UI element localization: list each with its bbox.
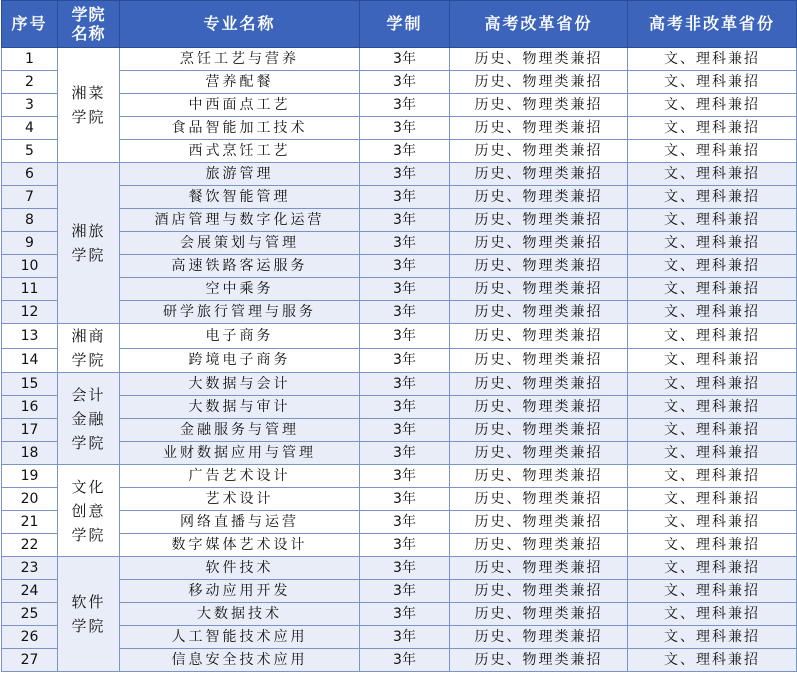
table-row (2, 117, 797, 140)
row-number: 24 (2, 580, 58, 603)
row-number: 15 (2, 373, 58, 396)
row-number: 7 (2, 186, 58, 209)
major-name: 艺术设计 (120, 488, 360, 511)
college-name (58, 465, 120, 557)
major-name: 电子商务 (120, 324, 360, 349)
college-name-text: 湘菜学院 (71, 84, 106, 126)
study-years: 3年 (360, 626, 450, 649)
study-years: 3年 (360, 649, 450, 672)
college-name (58, 48, 120, 163)
table-row (2, 186, 797, 209)
reform-province-policy: 历史、物理类兼招 (450, 348, 628, 373)
major-name: 信息安全技术应用 (120, 649, 360, 672)
nonreform-province-policy: 文、理科兼招 (628, 580, 797, 603)
nonreform-province-policy: 文、理科兼招 (628, 140, 797, 163)
reform-province-policy: 历史、物理类兼招 (450, 117, 628, 140)
table-row (2, 232, 797, 255)
major-name: 移动应用开发 (120, 580, 360, 603)
row-number: 2 (2, 71, 58, 94)
row-number: 4 (2, 117, 58, 140)
nonreform-province-policy: 文、理科兼招 (628, 48, 797, 71)
row-number: 21 (2, 511, 58, 534)
study-years: 3年 (360, 442, 450, 465)
study-years: 3年 (360, 140, 450, 163)
major-name: 营养配餐 (120, 71, 360, 94)
study-years: 3年 (360, 48, 450, 71)
study-years: 3年 (360, 117, 450, 140)
college-name-text: 软件学院 (71, 593, 106, 635)
row-number: 27 (2, 649, 58, 672)
reform-province-policy: 历史、物理类兼招 (450, 396, 628, 419)
table-row (2, 396, 797, 419)
row-number: 16 (2, 396, 58, 419)
row-number: 26 (2, 626, 58, 649)
nonreform-province-policy: 文、理科兼招 (628, 649, 797, 672)
nonreform-province-policy: 文、理科兼招 (628, 324, 797, 349)
row-number: 20 (2, 488, 58, 511)
reform-province-policy: 历史、物理类兼招 (450, 163, 628, 186)
header-row (2, 1, 797, 48)
major-name: 业财数据应用与管理 (120, 442, 360, 465)
college-name-text: 会计金融学院 (71, 385, 106, 452)
header-college (58, 1, 120, 48)
row-number: 25 (2, 603, 58, 626)
row-number: 12 (2, 301, 58, 324)
nonreform-province-policy: 文、理科兼招 (628, 94, 797, 117)
study-years: 3年 (360, 580, 450, 603)
nonreform-province-policy: 文、理科兼招 (628, 534, 797, 557)
row-number: 1 (2, 48, 58, 71)
major-name: 空中乘务 (120, 278, 360, 301)
table-row (2, 255, 797, 278)
reform-province-policy: 历史、物理类兼招 (450, 232, 628, 255)
major-name: 大数据与会计 (120, 373, 360, 396)
major-name: 金融服务与管理 (120, 419, 360, 442)
table-row (2, 442, 797, 465)
study-years: 3年 (360, 71, 450, 94)
header-years: 学制 (360, 1, 450, 48)
reform-province-policy: 历史、物理类兼招 (450, 534, 628, 557)
study-years: 3年 (360, 465, 450, 488)
nonreform-province-policy: 文、理科兼招 (628, 419, 797, 442)
nonreform-province-policy: 文、理科兼招 (628, 511, 797, 534)
reform-province-policy: 历史、物理类兼招 (450, 71, 628, 94)
reform-province-policy: 历史、物理类兼招 (450, 419, 628, 442)
reform-province-policy: 历史、物理类兼招 (450, 603, 628, 626)
reform-province-policy: 历史、物理类兼招 (450, 580, 628, 603)
table-row (2, 557, 797, 580)
major-name: 高速铁路客运服务 (120, 255, 360, 278)
nonreform-province-policy: 文、理科兼招 (628, 301, 797, 324)
nonreform-province-policy: 文、理科兼招 (628, 186, 797, 209)
table-row (2, 419, 797, 442)
study-years: 3年 (360, 94, 450, 117)
college-name (58, 557, 120, 672)
header-seq: 序号 (2, 1, 58, 48)
reform-province-policy: 历史、物理类兼招 (450, 373, 628, 396)
row-number: 11 (2, 278, 58, 301)
major-name: 软件技术 (120, 557, 360, 580)
row-number: 14 (2, 348, 58, 373)
major-name: 旅游管理 (120, 163, 360, 186)
college-name-text: 文化创意学院 (71, 477, 106, 544)
table-row (2, 140, 797, 163)
nonreform-province-policy: 文、理科兼招 (628, 278, 797, 301)
reform-province-policy: 历史、物理类兼招 (450, 301, 628, 324)
table-row (2, 465, 797, 488)
header-reform: 高考改革省份 (450, 1, 628, 48)
major-name: 中西面点工艺 (120, 94, 360, 117)
college-name-text: 湘旅学院 (71, 222, 106, 264)
reform-province-policy: 历史、物理类兼招 (450, 255, 628, 278)
reform-province-policy: 历史、物理类兼招 (450, 442, 628, 465)
table-row (2, 209, 797, 232)
header-college-text: 学院名称 (71, 4, 106, 43)
major-name: 食品智能加工技术 (120, 117, 360, 140)
major-name: 数字媒体艺术设计 (120, 534, 360, 557)
major-name: 餐饮智能管理 (120, 186, 360, 209)
reform-province-policy: 历史、物理类兼招 (450, 186, 628, 209)
row-number: 5 (2, 140, 58, 163)
study-years: 3年 (360, 163, 450, 186)
nonreform-province-policy: 文、理科兼招 (628, 603, 797, 626)
study-years: 3年 (360, 232, 450, 255)
reform-province-policy: 历史、物理类兼招 (450, 557, 628, 580)
row-number: 18 (2, 442, 58, 465)
major-name: 广告艺术设计 (120, 465, 360, 488)
major-name: 跨境电子商务 (120, 348, 360, 373)
college-name (58, 163, 120, 324)
major-name: 大数据与审计 (120, 396, 360, 419)
row-number: 23 (2, 557, 58, 580)
table-row (2, 278, 797, 301)
table-row (2, 163, 797, 186)
study-years: 3年 (360, 603, 450, 626)
reform-province-policy: 历史、物理类兼招 (450, 324, 628, 349)
majors-table (1, 0, 797, 672)
table-row (2, 603, 797, 626)
study-years: 3年 (360, 186, 450, 209)
college-name-text: 湘商学院 (71, 327, 106, 369)
reform-province-policy: 历史、物理类兼招 (450, 140, 628, 163)
study-years: 3年 (360, 324, 450, 349)
row-number: 8 (2, 209, 58, 232)
table-row (2, 626, 797, 649)
reform-province-policy: 历史、物理类兼招 (450, 48, 628, 71)
reform-province-policy: 历史、物理类兼招 (450, 511, 628, 534)
nonreform-province-policy: 文、理科兼招 (628, 71, 797, 94)
row-number: 17 (2, 419, 58, 442)
major-name: 研学旅行管理与服务 (120, 301, 360, 324)
header-nonreform: 高考非改革省份 (628, 1, 797, 48)
table-row (2, 94, 797, 117)
table-row (2, 301, 797, 324)
study-years: 3年 (360, 534, 450, 557)
nonreform-province-policy: 文、理科兼招 (628, 163, 797, 186)
nonreform-province-policy: 文、理科兼招 (628, 465, 797, 488)
college-name (58, 373, 120, 465)
table-row (2, 324, 797, 349)
nonreform-province-policy: 文、理科兼招 (628, 488, 797, 511)
reform-province-policy: 历史、物理类兼招 (450, 278, 628, 301)
major-name: 网络直播与运营 (120, 511, 360, 534)
study-years: 3年 (360, 373, 450, 396)
row-number: 19 (2, 465, 58, 488)
nonreform-province-policy: 文、理科兼招 (628, 557, 797, 580)
nonreform-province-policy: 文、理科兼招 (628, 626, 797, 649)
major-name: 酒店管理与数字化运营 (120, 209, 360, 232)
study-years: 3年 (360, 255, 450, 278)
row-number: 10 (2, 255, 58, 278)
college-name (58, 324, 120, 373)
table-row (2, 649, 797, 672)
header-major: 专业名称 (120, 1, 360, 48)
row-number: 3 (2, 94, 58, 117)
table-row (2, 348, 797, 373)
major-name: 人工智能技术应用 (120, 626, 360, 649)
study-years: 3年 (360, 396, 450, 419)
major-name: 大数据技术 (120, 603, 360, 626)
nonreform-province-policy: 文、理科兼招 (628, 255, 797, 278)
table-row (2, 373, 797, 396)
reform-province-policy: 历史、物理类兼招 (450, 209, 628, 232)
reform-province-policy: 历史、物理类兼招 (450, 626, 628, 649)
major-name: 会展策划与管理 (120, 232, 360, 255)
row-number: 22 (2, 534, 58, 557)
study-years: 3年 (360, 301, 450, 324)
table-row (2, 71, 797, 94)
table-row (2, 580, 797, 603)
nonreform-province-policy: 文、理科兼招 (628, 373, 797, 396)
reform-province-policy: 历史、物理类兼招 (450, 94, 628, 117)
table-body (2, 48, 797, 672)
reform-province-policy: 历史、物理类兼招 (450, 488, 628, 511)
table-row (2, 488, 797, 511)
reform-province-policy: 历史、物理类兼招 (450, 649, 628, 672)
table-row (2, 511, 797, 534)
nonreform-province-policy: 文、理科兼招 (628, 348, 797, 373)
study-years: 3年 (360, 488, 450, 511)
major-name: 烹饪工艺与营养 (120, 48, 360, 71)
reform-province-policy: 历史、物理类兼招 (450, 465, 628, 488)
study-years: 3年 (360, 209, 450, 232)
nonreform-province-policy: 文、理科兼招 (628, 442, 797, 465)
table-row (2, 48, 797, 71)
row-number: 9 (2, 232, 58, 255)
row-number: 13 (2, 324, 58, 349)
major-name: 西式烹饪工艺 (120, 140, 360, 163)
table-row (2, 534, 797, 557)
study-years: 3年 (360, 348, 450, 373)
nonreform-province-policy: 文、理科兼招 (628, 396, 797, 419)
study-years: 3年 (360, 511, 450, 534)
study-years: 3年 (360, 278, 450, 301)
study-years: 3年 (360, 419, 450, 442)
nonreform-province-policy: 文、理科兼招 (628, 117, 797, 140)
nonreform-province-policy: 文、理科兼招 (628, 209, 797, 232)
study-years: 3年 (360, 557, 450, 580)
row-number: 6 (2, 163, 58, 186)
nonreform-province-policy: 文、理科兼招 (628, 232, 797, 255)
